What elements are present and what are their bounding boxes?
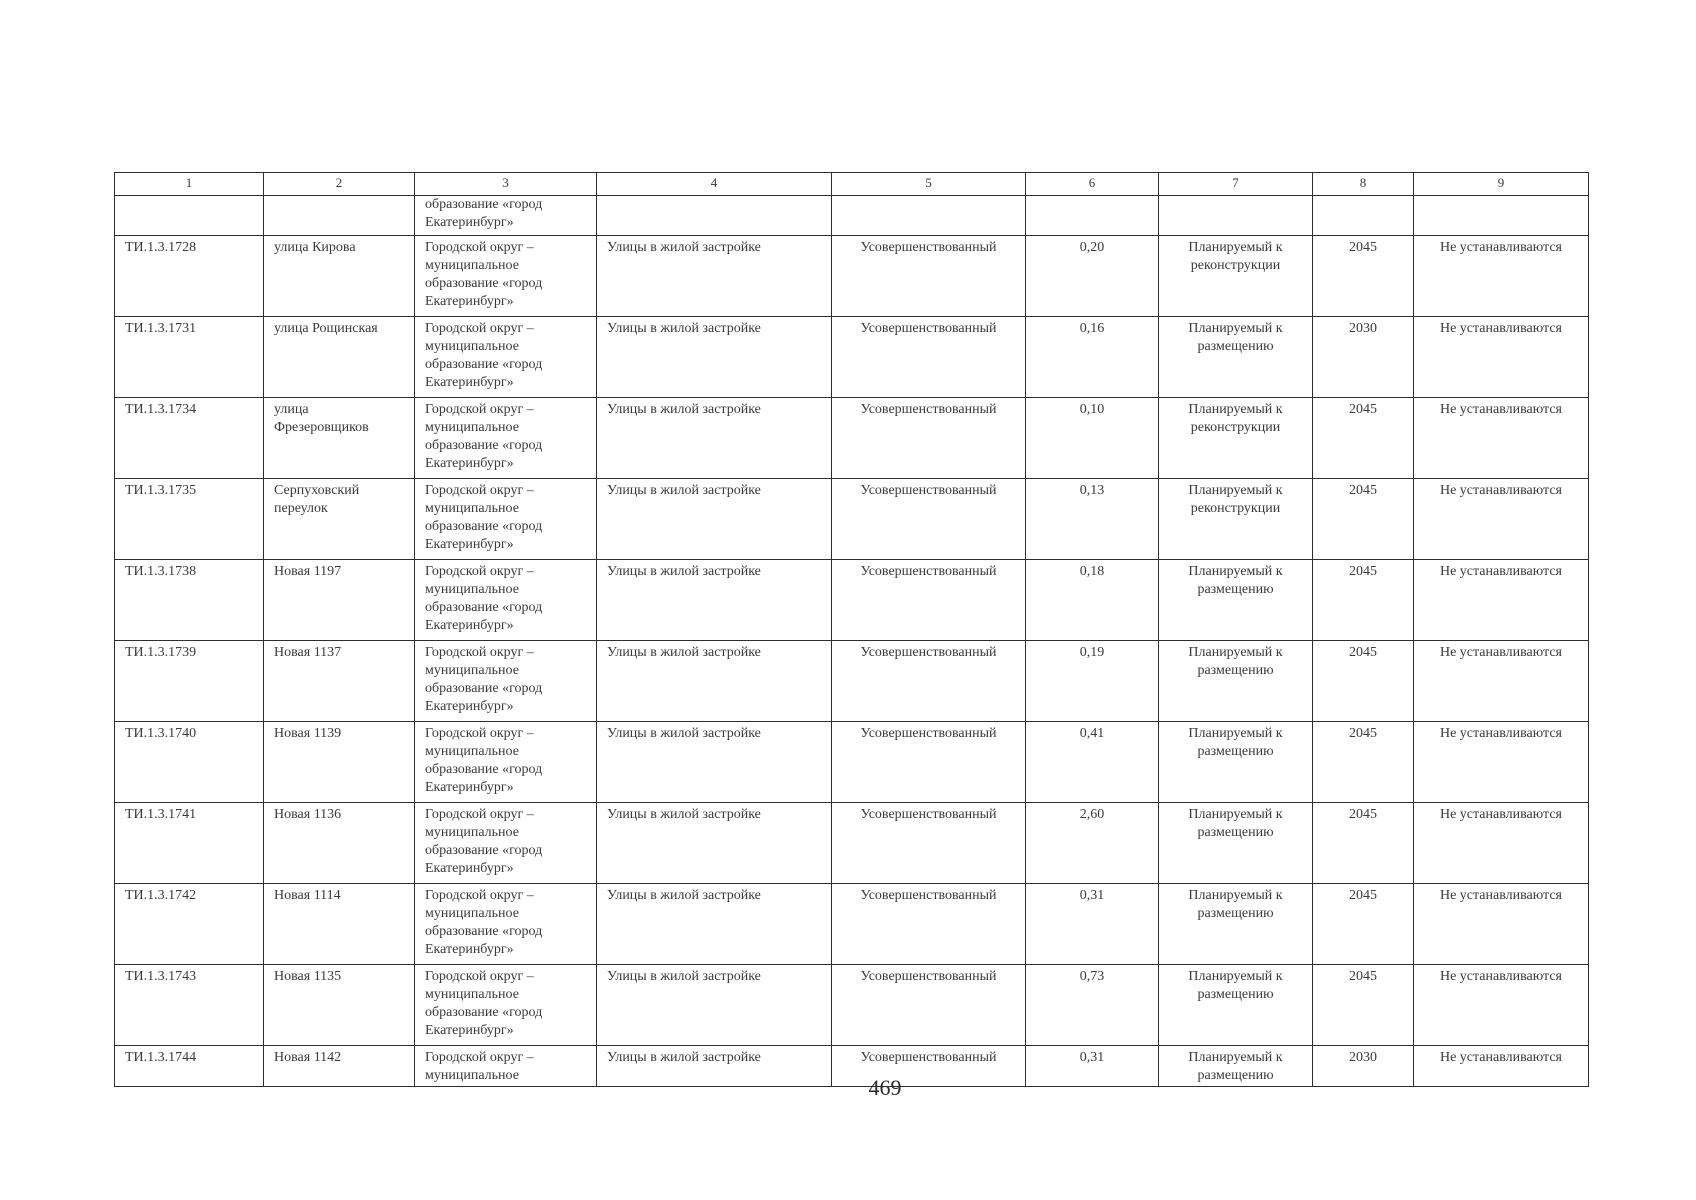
cell-municipality: Городской округ – муниципальное образование «город Екатеринбург» — [415, 803, 597, 884]
cell-year — [1313, 196, 1414, 236]
cell-id: ТИ.1.3.1743 — [115, 965, 264, 1046]
cell-length: 0,41 — [1026, 722, 1159, 803]
cell-length — [1026, 196, 1159, 236]
column-header: 7 — [1159, 173, 1313, 196]
cell-name: Новая 1136 — [264, 803, 415, 884]
column-header: 6 — [1026, 173, 1159, 196]
cell-surface: Усовершенствованный — [832, 722, 1026, 803]
cell-name: Новая 1137 — [264, 641, 415, 722]
cell-surface: Усовершенствованный — [832, 560, 1026, 641]
cell-category: Улицы в жилой застройке — [597, 803, 832, 884]
column-header: 9 — [1414, 173, 1589, 196]
table-row — [115, 398, 1589, 479]
cell-zones: Не устанавливаются — [1414, 884, 1589, 965]
cell-id: ТИ.1.3.1735 — [115, 479, 264, 560]
cell-surface: Усовершенствованный — [832, 884, 1026, 965]
cell-surface: Усовершенствованный — [832, 317, 1026, 398]
cell-year: 2030 — [1313, 317, 1414, 398]
cell-category: Улицы в жилой застройке — [597, 398, 832, 479]
table-row — [115, 560, 1589, 641]
cell-status: Планируемый к размещению — [1159, 803, 1313, 884]
cell-zones: Не устанавливаются — [1414, 722, 1589, 803]
cell-id: ТИ.1.3.1742 — [115, 884, 264, 965]
cell-id: ТИ.1.3.1728 — [115, 236, 264, 317]
cell-municipality: Городской округ – муниципальное — [415, 1046, 597, 1087]
cell-length: 0,31 — [1026, 884, 1159, 965]
cell-surface: Усовершенствованный — [832, 641, 1026, 722]
cell-status: Планируемый к реконструкции — [1159, 398, 1313, 479]
cell-status: Планируемый к размещению — [1159, 317, 1313, 398]
cell-surface: Усовершенствованный — [832, 1046, 1026, 1087]
cell-zones — [1414, 196, 1589, 236]
table-row — [115, 722, 1589, 803]
cell-length: 0,10 — [1026, 398, 1159, 479]
cell-zones: Не устанавливаются — [1414, 1046, 1589, 1087]
cell-zones: Не устанавливаются — [1414, 560, 1589, 641]
cell-category: Улицы в жилой застройке — [597, 560, 832, 641]
cell-year: 2045 — [1313, 641, 1414, 722]
cell-year: 2045 — [1313, 479, 1414, 560]
cell-municipality: Городской округ – муниципальное образование «город Екатеринбург» — [415, 884, 597, 965]
cell-name: Новая 1114 — [264, 884, 415, 965]
cell-status — [1159, 196, 1313, 236]
column-header: 3 — [415, 173, 597, 196]
cell-zones: Не устанавливаются — [1414, 965, 1589, 1046]
cell-length: 0,19 — [1026, 641, 1159, 722]
cell-status: Планируемый к реконструкции — [1159, 236, 1313, 317]
cell-name: Серпуховский переулок — [264, 479, 415, 560]
cell-length: 0,20 — [1026, 236, 1159, 317]
cell-name: улица Кирова — [264, 236, 415, 317]
cell-id: ТИ.1.3.1734 — [115, 398, 264, 479]
cell-category: Улицы в жилой застройке — [597, 722, 832, 803]
continuation-row — [115, 196, 1589, 236]
cell-municipality: Городской округ – муниципальное образование «город Екатеринбург» — [415, 722, 597, 803]
cell-name: улица Фрезеровщиков — [264, 398, 415, 479]
cell-category: Улицы в жилой застройке — [597, 479, 832, 560]
header-row — [115, 173, 1589, 196]
table-row — [115, 641, 1589, 722]
cell-status: Планируемый к реконструкции — [1159, 479, 1313, 560]
cell-surface: Усовершенствованный — [832, 398, 1026, 479]
table-row — [115, 479, 1589, 560]
cell-municipality: Городской округ – муниципальное образование «город Екатеринбург» — [415, 236, 597, 317]
cell-length: 0,73 — [1026, 965, 1159, 1046]
cell-year: 2045 — [1313, 560, 1414, 641]
cell-id: ТИ.1.3.1738 — [115, 560, 264, 641]
cell-id: ТИ.1.3.1744 — [115, 1046, 264, 1087]
cell-name — [264, 196, 415, 236]
table-row — [115, 236, 1589, 317]
cell-id: ТИ.1.3.1741 — [115, 803, 264, 884]
cell-length: 0,31 — [1026, 1046, 1159, 1087]
cell-zones: Не устанавливаются — [1414, 236, 1589, 317]
column-header: 8 — [1313, 173, 1414, 196]
cell-name: Новая 1135 — [264, 965, 415, 1046]
column-header: 1 — [115, 173, 264, 196]
column-header: 5 — [832, 173, 1026, 196]
table-row — [115, 803, 1589, 884]
page-number: 469 — [868, 1075, 902, 1100]
cell-year: 2045 — [1313, 884, 1414, 965]
cell-year: 2045 — [1313, 965, 1414, 1046]
data-table — [114, 172, 1589, 1087]
cell-municipality: Городской округ – муниципальное образование «город Екатеринбург» — [415, 398, 597, 479]
cell-municipality: образование «город Екатеринбург» — [415, 196, 597, 236]
cell-municipality: Городской округ – муниципальное образование «город Екатеринбург» — [415, 560, 597, 641]
cell-surface: Усовершенствованный — [832, 803, 1026, 884]
cell-surface: Усовершенствованный — [832, 236, 1026, 317]
column-header: 2 — [264, 173, 415, 196]
cell-name: Новая 1142 — [264, 1046, 415, 1087]
cell-category: Улицы в жилой застройке — [597, 641, 832, 722]
cell-category: Улицы в жилой застройке — [597, 1046, 832, 1087]
cell-surface — [832, 196, 1026, 236]
cell-id: ТИ.1.3.1740 — [115, 722, 264, 803]
cell-zones: Не устанавливаются — [1414, 479, 1589, 560]
cell-status: Планируемый к размещению — [1159, 1046, 1313, 1087]
cell-status: Планируемый к размещению — [1159, 722, 1313, 803]
cell-zones: Не устанавливаются — [1414, 641, 1589, 722]
cell-category: Улицы в жилой застройке — [597, 317, 832, 398]
cell-zones: Не устанавливаются — [1414, 803, 1589, 884]
cell-length: 0,16 — [1026, 317, 1159, 398]
cell-status: Планируемый к размещению — [1159, 884, 1313, 965]
cell-surface: Усовершенствованный — [832, 479, 1026, 560]
cell-category: Улицы в жилой застройке — [597, 884, 832, 965]
cell-year: 2030 — [1313, 1046, 1414, 1087]
cell-municipality: Городской округ – муниципальное образование «город Екатеринбург» — [415, 317, 597, 398]
cell-zones: Не устанавливаются — [1414, 317, 1589, 398]
cell-id: ТИ.1.3.1739 — [115, 641, 264, 722]
cell-length: 0,18 — [1026, 560, 1159, 641]
cell-name: Новая 1139 — [264, 722, 415, 803]
cell-year: 2045 — [1313, 803, 1414, 884]
table-row — [115, 965, 1589, 1046]
table-row — [115, 317, 1589, 398]
cell-category — [597, 196, 832, 236]
cell-name: улица Рощинская — [264, 317, 415, 398]
cell-category: Улицы в жилой застройке — [597, 236, 832, 317]
cell-status: Планируемый к размещению — [1159, 641, 1313, 722]
column-header: 4 — [597, 173, 832, 196]
cell-year: 2045 — [1313, 398, 1414, 479]
cell-year: 2045 — [1313, 722, 1414, 803]
cell-surface: Усовершенствованный — [832, 965, 1026, 1046]
cell-length: 2,60 — [1026, 803, 1159, 884]
cell-zones: Не устанавливаются — [1414, 398, 1589, 479]
cell-length: 0,13 — [1026, 479, 1159, 560]
cell-year: 2045 — [1313, 236, 1414, 317]
cell-name: Новая 1197 — [264, 560, 415, 641]
cell-id: ТИ.1.3.1731 — [115, 317, 264, 398]
cell-municipality: Городской округ – муниципальное образование «город Екатеринбург» — [415, 965, 597, 1046]
cell-status: Планируемый к размещению — [1159, 965, 1313, 1046]
table-row — [115, 884, 1589, 965]
cell-municipality: Городской округ – муниципальное образование «город Екатеринбург» — [415, 641, 597, 722]
cell-status: Планируемый к размещению — [1159, 560, 1313, 641]
cell-municipality: Городской округ – муниципальное образование «город Екатеринбург» — [415, 479, 597, 560]
cell-category: Улицы в жилой застройке — [597, 965, 832, 1046]
cell-id — [115, 196, 264, 236]
